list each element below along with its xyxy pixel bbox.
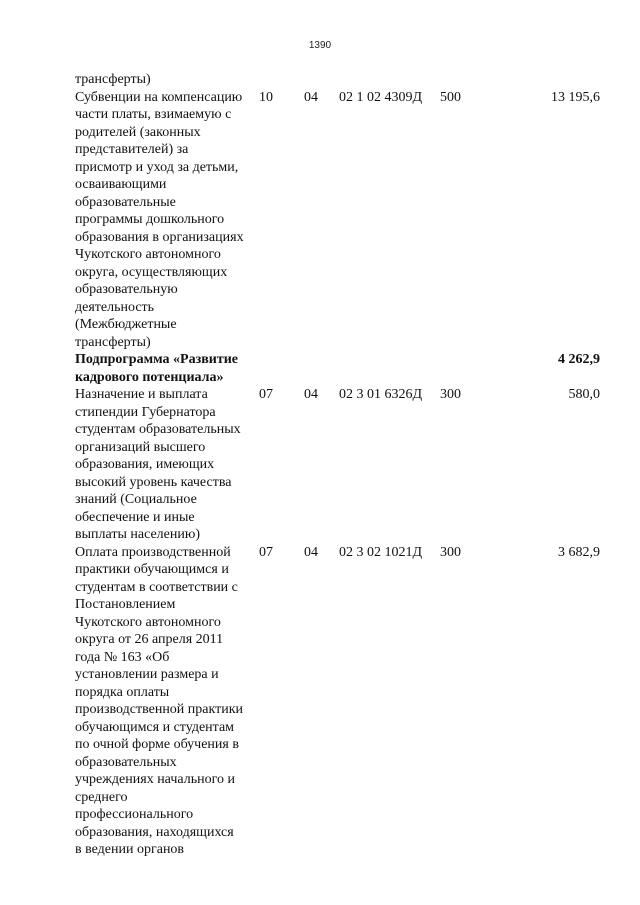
section-code-cell: 07 [259,544,273,560]
item-name-line: Чукотского автономного [75,614,221,630]
item-name-line: выплаты населению) [75,527,200,542]
section-code-cell [259,71,304,89]
item-name-line: Назначение и выплата [75,387,208,402]
item-name-line: округа от 26 апреля 2011 [75,632,224,647]
expense-type-cell [440,351,480,386]
amount-cell: 580,0 [568,387,600,402]
item-name-line: Чукотского автономного [75,247,221,262]
item-name-line: родителей (законных [75,124,201,140]
item-name-line: образовательную [75,282,178,297]
item-name-line: организаций высшего [75,439,206,455]
item-name-line: программы дошкольного [75,212,225,227]
item-name-line: образования в организациях [75,229,244,245]
amount-cell: 3 682,9 [558,544,600,560]
table-row [75,386,600,544]
item-name-line: кадрового потенциала» [75,369,224,385]
target-article-cell [339,71,440,89]
item-name-cell [75,89,259,352]
amount-cell [480,71,600,89]
item-name-line: порядка оплаты [75,684,170,700]
item-name-line: образовательные [75,194,176,210]
item-name-line: среднего [75,789,128,805]
subsection-code-cell: 04 [304,544,318,560]
subsection-code-cell [304,351,339,386]
section-code-cell: 07 [259,387,273,402]
item-name-line: образовательных [75,754,177,770]
item-name-line: трансферты) [75,72,151,87]
item-name-line: присмотр и уход за детьми, [75,159,239,175]
item-name-line: обучающимся и студентам [75,719,235,735]
item-name-line: деятельность [75,299,155,315]
expense-type-cell: 300 [440,544,461,560]
amount-cell: 13 195,6 [551,89,600,105]
table-row [75,71,600,89]
item-name-line: Оплата производственной [75,544,231,560]
item-name-line: в ведении органов [75,842,185,857]
item-name-line: установлении размера и [75,667,219,682]
item-name-line: образования, имеющих [75,457,215,472]
item-name-cell [75,544,259,859]
item-name-line: знаний (Социальное [75,492,197,507]
item-name-line: Подпрограмма «Развитие [75,352,239,367]
item-name-line: производственной практики [75,702,244,717]
subsection-code-cell: 04 [304,387,318,402]
subprogram-row [75,351,600,386]
page-number: 1390 [308,40,332,51]
item-name-line: представителей) за [75,142,189,157]
target-article-cell: 02 3 02 1021Д [339,544,423,560]
table-body [75,71,600,859]
item-name-line: осваивающими [75,177,167,192]
item-name-line: трансферты) [75,334,151,350]
amount-cell: 4 262,9 [558,352,600,367]
item-name-line: образования, находящихся [75,824,234,840]
item-name-line: студентам образовательных [75,422,241,437]
table-row [75,89,600,352]
item-name-line: профессионального [75,807,194,822]
item-name-cell [75,351,259,386]
target-article-cell [339,351,440,386]
item-name-line: Субвенции на компенсацию [75,89,243,105]
table-row [75,544,600,859]
item-name-line: (Межбюджетные [75,317,177,332]
item-name-cell [75,71,259,89]
item-name-line: высокий уровень качества [75,474,232,490]
expense-type-cell: 500 [440,89,461,105]
subsection-code-cell [304,71,339,89]
item-name-line: обеспечение и иные [75,509,195,525]
expense-type-cell: 300 [440,387,461,402]
item-name-line: части платы, взимаемую с [75,107,232,122]
item-name-line: округа, осуществляющих [75,264,228,280]
item-name-line: Постановлением [75,597,176,612]
subsection-code-cell: 04 [304,89,318,105]
budget-table [75,71,600,859]
item-name-line: года № 163 «Об [75,649,170,665]
item-name-line: учреждениях начального и [75,772,235,787]
target-article-cell: 02 3 01 6326Д [339,387,423,402]
item-name-line: практики обучающимся и [75,562,229,577]
target-article-cell: 02 1 02 4309Д [339,89,423,105]
expense-type-cell [440,71,480,89]
item-name-line: по очной форме обучения в [75,737,239,752]
item-name-cell [75,386,259,544]
section-code-cell [259,351,304,386]
item-name-line: стипендии Губернатора [75,404,216,420]
item-name-line: студентам в соответствии с [75,579,238,595]
section-code-cell: 10 [259,89,273,105]
